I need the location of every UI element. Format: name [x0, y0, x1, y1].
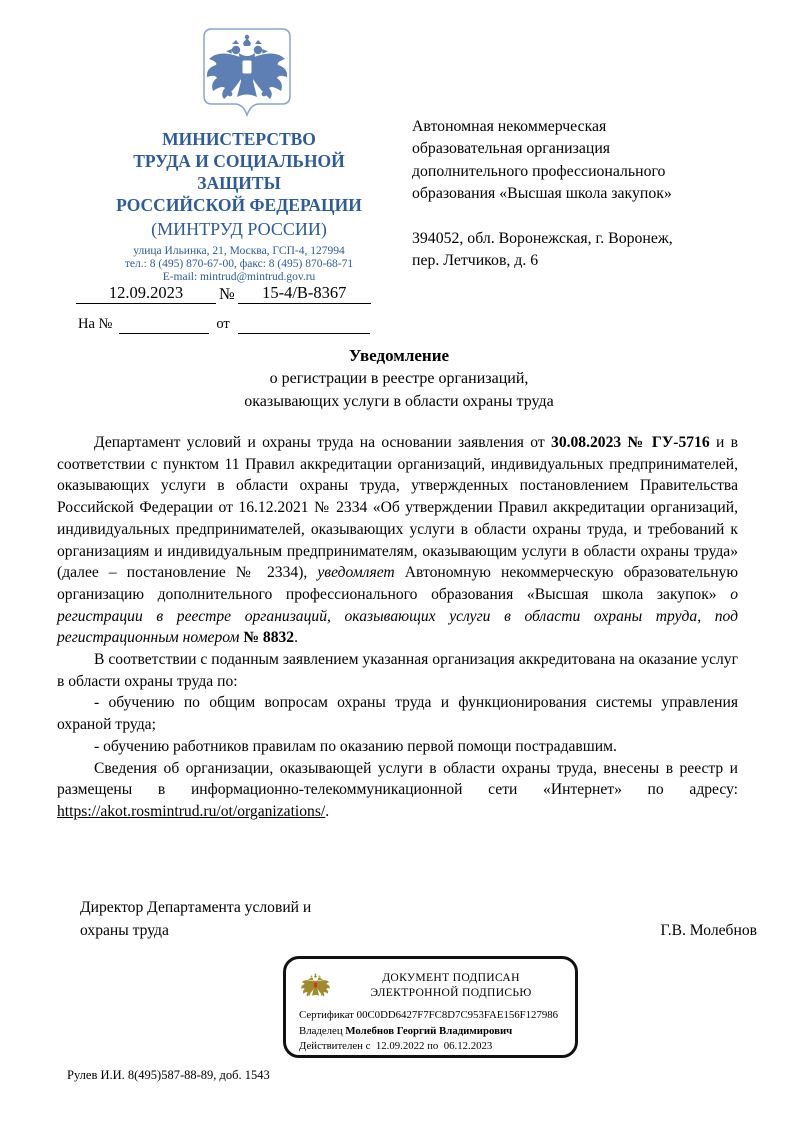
registration-number: № 8832 [243, 629, 295, 647]
paragraph-registry-info [57, 758, 738, 823]
recipient-address-line: пер. Летчиков, д. 6 [412, 252, 539, 270]
body-text [57, 432, 738, 823]
signatory-position-line: охраны труда [80, 921, 169, 939]
ministry-coat-of-arms-icon [201, 26, 293, 128]
reference-date-blank [238, 316, 370, 334]
stamp-title-line: ЭЛЕКТРОННОЙ ПОДПИСЬЮ [370, 986, 532, 999]
signatory-name: Г.В. Молебнов [660, 921, 757, 939]
text-segment: . [294, 629, 298, 647]
ministry-name-line: МИНИСТЕРСТВО [162, 129, 316, 149]
text-segment: Департамент условий и охраны труда на основании заявления от [94, 434, 552, 451]
text-segment: - обучению работников правилам по оказанию первой помощи пострадавшим. [94, 737, 617, 755]
stamp-certificate-row [299, 1008, 563, 1024]
signatory-position [80, 897, 311, 942]
ministry-address: улица Ильинка, 21, Москва, ГСП-4, 127994 [133, 245, 345, 257]
reference-line [78, 315, 370, 334]
paragraph-service-item [57, 692, 738, 735]
ministry-email: E-mail: mintrud@mintrud.gov.ru [162, 271, 316, 283]
letterhead [60, 128, 418, 284]
application-date-number: 30.08.2023 № ГУ-5716 [551, 434, 710, 451]
ministry-name-line: РОССИЙСКОЙ ФЕДЕРАЦИИ [116, 195, 362, 215]
document-title [52, 344, 746, 413]
reference-prefix: На № [78, 316, 113, 332]
text-segment-italic: о регистрации в реестре организаций, оказывающих услуги в области охраны труда, под регистрационным номером [57, 585, 738, 647]
text-segment: В соответствии с поданным заявлением указанная организация аккредитована на оказание услуг в области охраны труда по: [57, 651, 738, 690]
recipient-org-line: дополнительного профессионального [412, 162, 666, 180]
paragraph-accreditation [57, 649, 738, 692]
certificate-label: Сертификат [299, 1009, 354, 1021]
text-segment: и в соответствии с пунктом 11 Правил аккредитации организаций, индивидуальных предпринимателей, оказывающих услуги в области охраны труда, утвержденных постановлением Правительства Российской Федерации от 16.12.2021 № 2334 «Об утверждении Правил аккредитации организаций, индивидуальных предпринимателей, оказывающих услуги в области охраны труда, и требований к организациям и индивидуальным предпринимателям, оказывающим услуги в области охраны труда» (далее – постановление № 2334), [57, 434, 738, 582]
letter-number: 15-4/В-8367 [238, 282, 371, 304]
registry-url-link[interactable]: https://akot.rosmintrud.ru/ot/organizations/ [57, 802, 326, 820]
reference-number-blank [119, 316, 209, 334]
recipient-org-line: образовательная организация [412, 140, 611, 158]
recipient-org-line: образования «Высшая школа закупок» [412, 185, 672, 203]
text-segment: Автономную некоммерческую образовательную организацию дополнительного профессионального образования «Высшая школа закупок» [57, 564, 738, 603]
stamp-coat-of-arms-icon [299, 967, 332, 1003]
ministry-short-name: (МИНТРУД РОССИИ) [151, 219, 327, 239]
signature-block [80, 897, 757, 942]
recipient-org-line: Автономная некоммерческая [412, 118, 607, 135]
validity-to-date: 06.12.2023 [443, 1040, 493, 1053]
recipient-block [412, 116, 747, 272]
title-subtitle-line: о регистрации в реестре организаций, [269, 370, 529, 387]
paragraph-service-item [57, 736, 738, 758]
text-segment: Сведения об организации, оказывающей услуги в области охраны труда, внесены в реестр и размещены в информационно-телекоммуникационной сети «Интернет» по адресу: [57, 759, 738, 799]
ministry-phone-fax: тел.: 8 (495) 870-67-00, факс: 8 (495) 870-68-71 [124, 258, 354, 270]
validity-to-label: по [427, 1040, 439, 1053]
number-sign: № [219, 284, 235, 303]
validity-label: Действителен с [299, 1040, 371, 1053]
letter-date: 12.09.2023 [76, 282, 216, 304]
electronic-signature-stamp [283, 956, 578, 1058]
outgoing-date-number-row [76, 282, 371, 304]
owner-label: Владелец [299, 1024, 343, 1037]
stamp-validity-row [299, 1039, 563, 1055]
text-segment: . [325, 802, 330, 820]
ministry-name-line: ТРУДА И СОЦИАЛЬНОЙ [133, 151, 345, 171]
stamp-title [339, 970, 563, 1001]
validity-from-date: 12.09.2022 [375, 1040, 425, 1053]
text-segment-italic: уведомляет [317, 564, 395, 582]
title-main: Уведомление [348, 346, 450, 365]
stamp-owner-row [299, 1024, 563, 1040]
recipient-address-line: 394052, обл. Воронежская, г. Воронеж, [412, 229, 673, 247]
title-subtitle-line: оказывающих услуги в области охраны труда [244, 393, 554, 410]
stamp-title-line: ДОКУМЕНТ ПОДПИСАН [382, 970, 520, 984]
signatory-position-line: Директор Департамента условий и [80, 899, 312, 916]
ministry-name-line: ЗАЩИТЫ [197, 173, 281, 193]
executor-contact: Рулев И.И. 8(495)587-88-89, доб. 1543 [67, 1068, 270, 1082]
paragraph-registration [57, 432, 738, 649]
reference-from-label: от [216, 316, 230, 332]
owner-name: Молебнов Георгий Владимирович [345, 1024, 513, 1037]
certificate-value: 00C0DD6427F7FC8D7C953FAE156F127986 [356, 1009, 559, 1021]
text-segment: - обучению по общим вопросам охраны труда и функционирования системы управления охраной труда; [57, 694, 738, 734]
